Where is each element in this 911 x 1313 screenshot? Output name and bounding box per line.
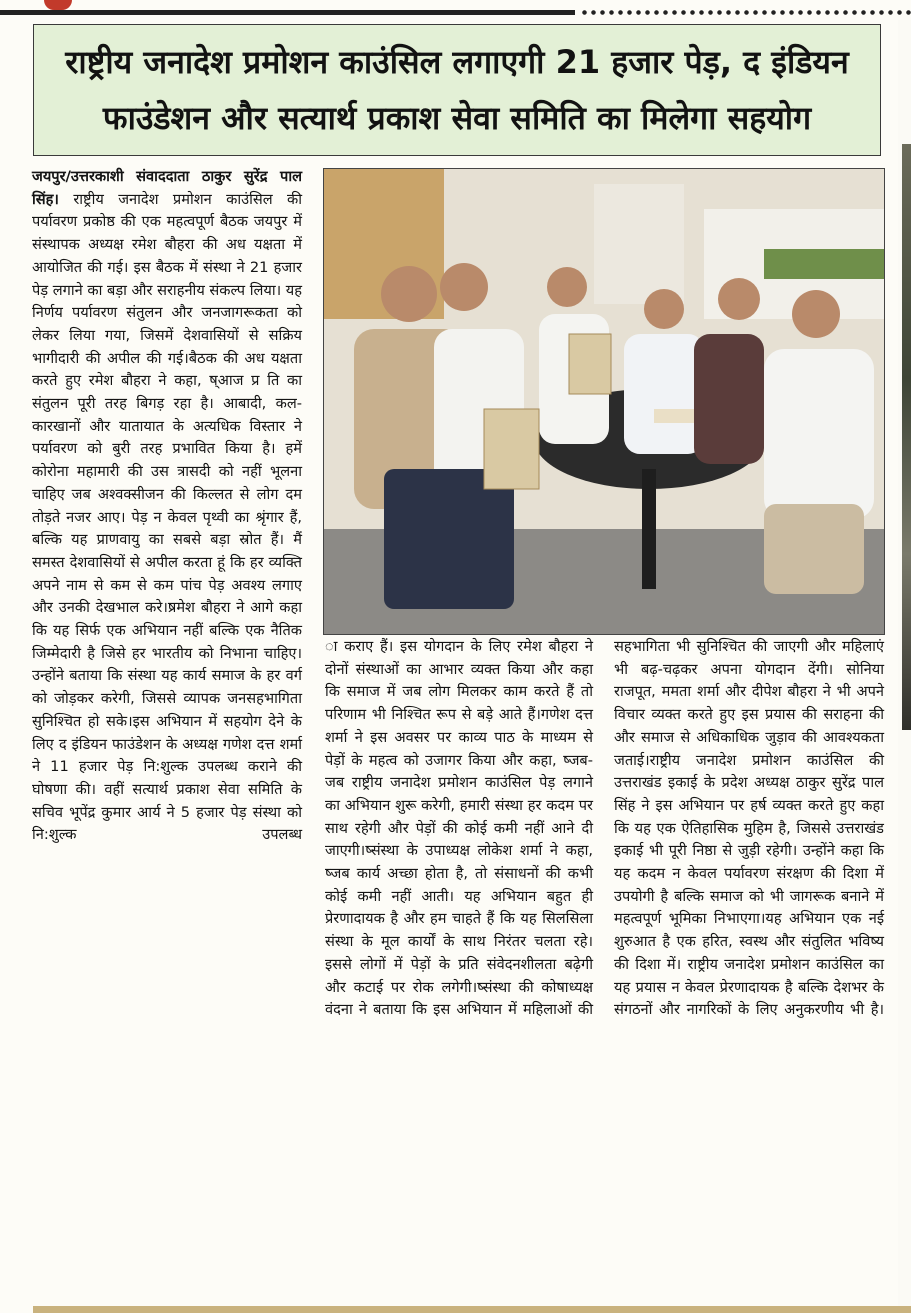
top-dotted-rule — [580, 9, 911, 16]
adjacent-photo-edge — [902, 144, 911, 730]
article-column-3 — [614, 636, 884, 1022]
column-3-text: सहभागिता भी सुनिश्चित की जाएगी और महिलाएं भी बढ़-चढ़कर अपना योगदान देंगी। सोनिया राजपूत, ममता शर्मा और दीपेश बौहरा ने भी अपने विचार व्यक्त करते हुए इस प्रयास की सराहना की और समाज से अधिकाधिक जुड़ाव की आवश्यकता जताई।राष्ट्रीय जनादेश प्रमोशन काउंसिल की उत्तराखंड इकाई के प्रदेश अध्यक्ष ठाकुर सुरेंद्र पाल सिंह ने इस अभियान पर हर्ष व्यक्त करते हुए कहा कि यह एक ऐतिहासिक मुहिम है, जिससे उत्तराखंड इकाई भी पूरी निष्ठा से जुड़ी रहेगी। उन्होंने कहा कि यह कदम न केवल पर्यावरण संरक्षण की दिशा में उपयोगी है बल्कि समाज को भी जागरूक बनाने में महत्वपूर्ण भूमिका निभाएगा।यह अभियान एक नई शुरुआत है एक हरित, स्वस्थ और संतुलित भविष्य की दिशा में। राष्ट्रीय जनादेश प्रमोशन काउंसिल का यह प्रयास न केवल प्रेरणादायक है बल्कि देशभर के संगठनों और नागरिकों के लिए अनुकरणीय भी है। — [614, 638, 884, 1019]
bottom-bar — [33, 1306, 911, 1313]
headline-line-2: फाउंडेशन और सत्यार्थ प्रकाश सेवा समिति का मिलेगा सहयोग — [102, 99, 812, 137]
headline-box — [33, 24, 881, 156]
adjacent-page-strip — [898, 20, 911, 1313]
column-1-text: राष्ट्रीय जनादेश प्रमोशन काउंसिल की पर्यावरण प्रकोष्ठ की एक महत्वपूर्ण बैठक जयपुर में संस्थापक अध्यक्ष रमेश बौहरा की अध यक्षता में आयोजित की गई। इस बैठक में संस्था ने 21 हजार पेड़ लगाने का बड़ा और सराहनीय संकल्प लिया। यह निर्णय पर्यावरण संतुलन और जनजागरूकता को लेकर लिया गया, जिसमें देशवासियों से सक्रिय भागीदारी की अपील की गई।बैठक की अध यक्षता करते हुए रमेश बौहरा ने कहा, ष्आज प्र ति का संतुलन पूरी तरह बिगड़ रहा है। आबादी, कल-कारखानों और यातायात के अत्यधिक विस्तार ने पर्यावरण को बुरी तरह प्रभावित किया है। हमें कोरोना महामारी की उस त्रासदी को नहीं भूलना चाहिए जब अश्वक्सीजन की किल्लत से लोग दम तोड़ते नजर आए। पेड़ न केवल पृथ्वी का श्रृंगार हैं, बल्कि यह प्राणवायु का सबसे बड़ा स्रोत हैं। मैं समस्त देशवासियों से अपील करता हूं कि हर व्यक्ति अपने नाम से कम से कम पांच पेड़ अवश्य लगाए और उनकी देखभाल करे।ष्रमेश बौहरा ने आगे कहा कि यह सिर्फ एक अभियान नहीं बल्कि एक नैतिक जिम्मेदारी है जिसे हर भारतीय को निभाना चाहिए। उन्होंने बताया कि संस्था यह कार्य समाज के हर वर्ग को जोड़कर करेगी, जिससे व्यापक जनसहभागिता सुनिश्चित हो सके।इस अभियान में सहयोग देने के लिए द इंडियन फाउंडेशन के अध्यक्ष गणेश दत्त शर्मा ने 11 हजार पेड़ नि:शुल्क उपलब्ध कराने की घोषणा की। वहीं सत्यार्थ प्रकाश सेवा समिति के सचिव भूपेंद्र कुमार आर्य ने 5 हजार पेड़ संस्था को नि:शुल्क उपलब्ध — [32, 190, 302, 844]
masthead-accent — [44, 0, 72, 10]
article-column-1 — [32, 166, 302, 847]
column-2-text: ा कराए हैं। इस योगदान के लिए रमेश बौहरा ने दोनों संस्थाओं का आभार व्यक्त किया और कहा कि समाज में जब लोग मिलकर काम करते हैं तो परिणाम भी निश्चित रूप से बड़े आते हैं।गणेश दत्त शर्मा ने इस अवसर पर काव्य पाठ के माध्यम से पेड़ों के महत्व को उजागर किया और कहा, ष्जब-जब राष्ट्रीय जनादेश प्रमोशन काउंसिल पेड़ लगाने का अभियान शुरू करेगी, हमारी संस्था हर कदम पर साथ रहेगी और पेड़ों की कोई कमी नहीं आने दी जाएगी।ष्संस्था के उपाध्यक्ष लोकेश शर्मा ने कहा, ष्जब कार्य अच्छा होता है, तो संसाधनों की कभी कोई कमी नहीं आती। यह अभियान बहुत ही प्रेरणादायक है और हम चाहते हैं कि यह सिलसिला संस्था के मूल कार्यों के साथ निरंतर चलता रहे। इससे लोगों में पेड़ों के प्रति संवेदनशीलता बढ़ेगी और कटाई पर रोक लगेगी।ष्संस्था की कोषाध्यक्ष वंदना ने बताया कि इस अभियान में महिलाओं की — [325, 638, 593, 1019]
byline: जयपुर/उत्तरकाशी संवाददाता ठाकुर सुरेंद्र पाल सिंह। — [32, 168, 302, 208]
top-rule — [0, 10, 575, 15]
headline-line-1: राष्ट्रीय जनादेश प्रमोशन काउंसिल लगाएगी 21 हजार पेड़, द इंडियन — [65, 43, 849, 81]
article-column-2 — [325, 636, 593, 1022]
news-photo — [323, 168, 885, 635]
meeting-photo-illustration — [324, 169, 884, 634]
